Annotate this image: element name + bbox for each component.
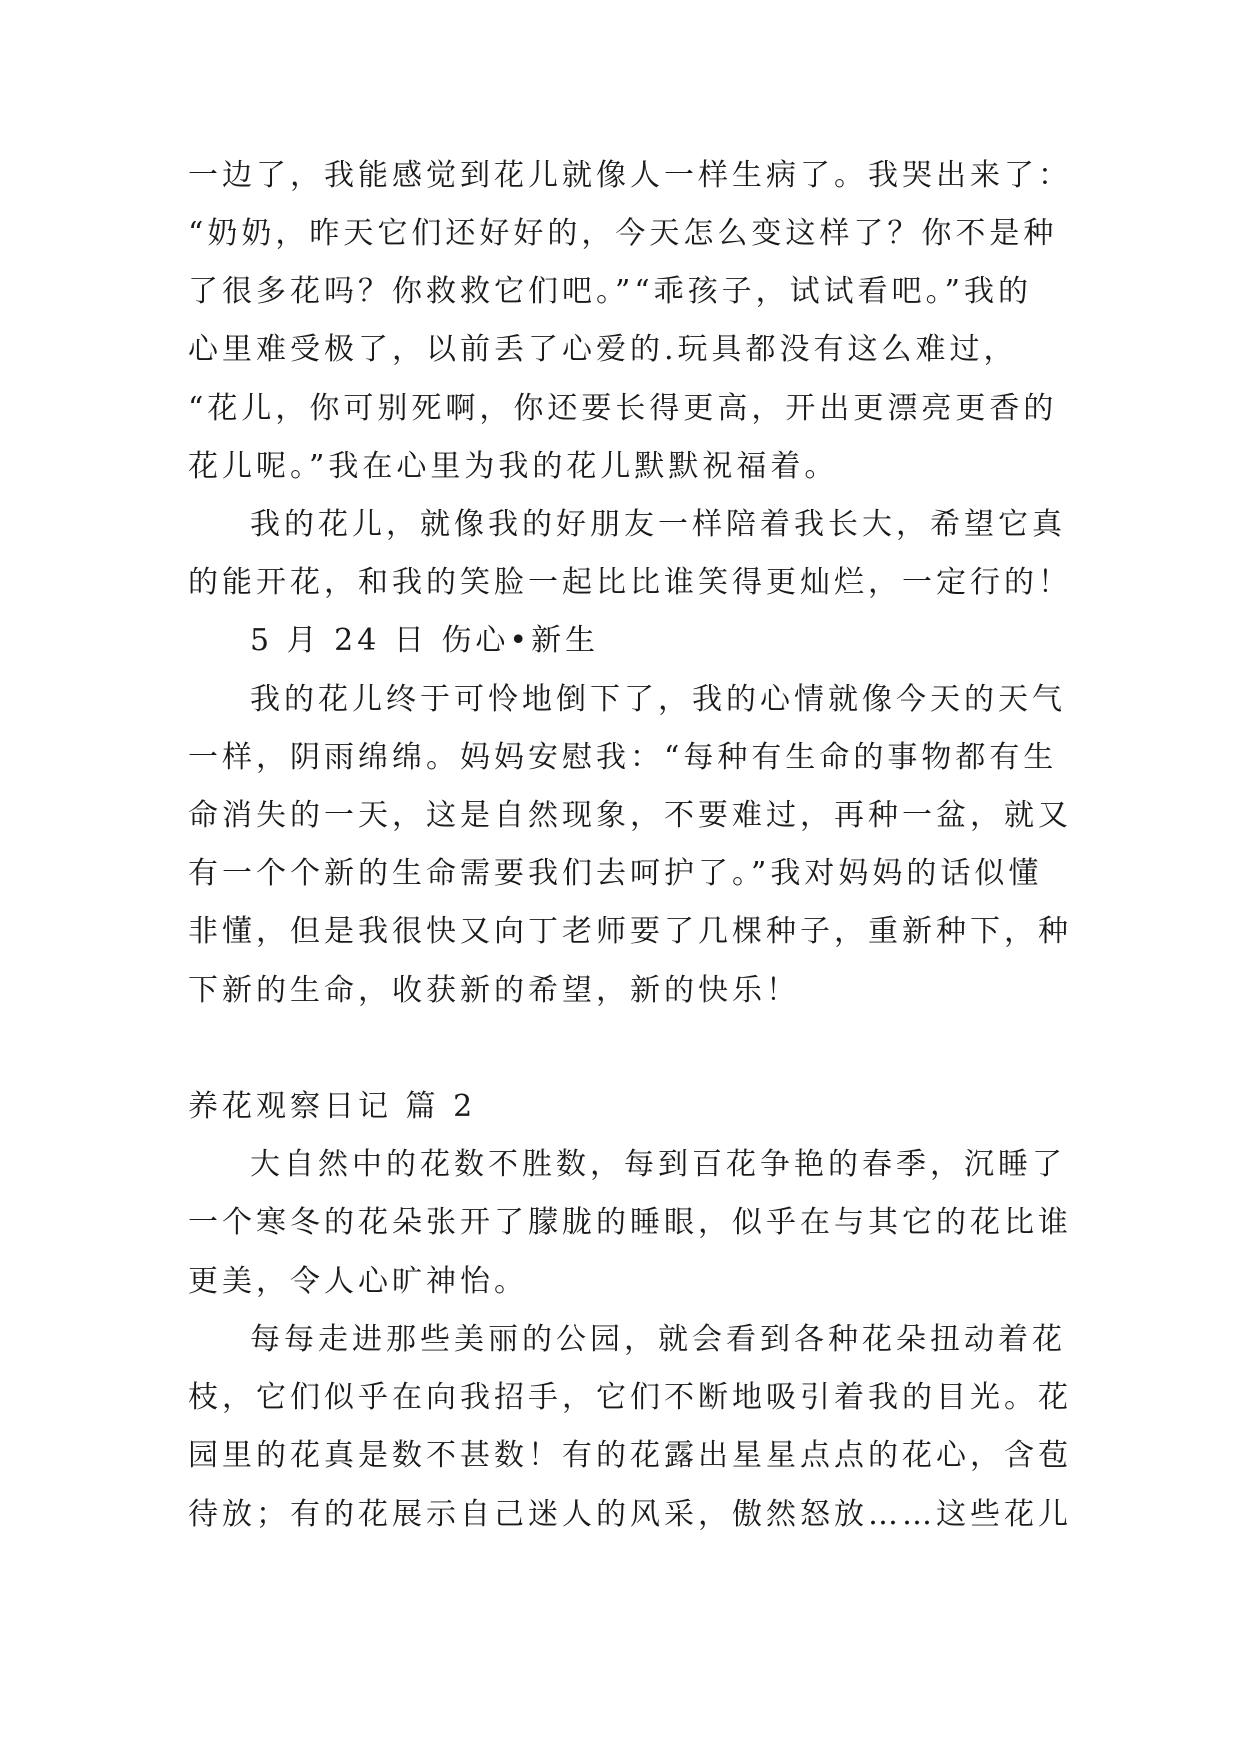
paragraph-start-line: 我的花儿，就像我的好朋友一样陪着我长大，希望它真: [250, 507, 1066, 542]
text-line: 一样，阴雨绵绵。妈妈安慰我：“每种有生命的事物都有生: [188, 740, 1058, 775]
diary-entry-date-heading: 5 月 24 日 伤心•新生: [250, 623, 600, 658]
text-line: 一边了，我能感觉到花儿就像人一样生病了。我哭出来了：: [188, 158, 1072, 193]
paragraph-start-line: 大自然中的花数不胜数，每到百花争艳的春季，沉睡了: [250, 1147, 1066, 1182]
text-line: 园里的花真是数不甚数！有的花露出星星点点的花心，含苞: [188, 1438, 1072, 1473]
text-line: 非懂，但是我很快又向丁老师要了几棵种子，重新种下，种: [188, 914, 1072, 949]
text-line: 花儿呢。”我在心里为我的花儿默默祝福着。: [188, 449, 839, 484]
text-line: 命消失的一天，这是自然现象，不要难过，再种一盆，就又: [188, 798, 1072, 833]
paragraph-start-line: 我的花儿终于可怜地倒下了，我的心情就像今天的天气: [250, 682, 1066, 717]
text-line: 待放；有的花展示自己迷人的风采，傲然怒放……这些花儿: [188, 1497, 1072, 1532]
text-line: 下新的生命，收获新的希望，新的快乐！: [188, 973, 800, 1008]
text-line: 更美，令人心旷神怡。: [188, 1264, 528, 1299]
text-line: 心里难受极了，以前丢了心爱的.玩具都没有这么难过，: [188, 332, 1018, 367]
text-line: 了很多花吗？你救救它们吧。”“乖孩子，试试看吧。”我的: [188, 274, 1033, 309]
section-title: 养花观察日记 篇 2: [188, 1089, 477, 1124]
text-line: 有一个个新的生命需要我们去呵护了。”我对妈妈的话似懂: [188, 856, 1043, 891]
text-line: 的能开花，和我的笑脸一起比比谁笑得更灿烂，一定行的！: [188, 565, 1072, 600]
text-line: “花儿，你可别死啊，你还要长得更高，开出更漂亮更香的: [188, 391, 1058, 426]
paragraph-start-line: 每每走进那些美丽的公园，就会看到各种花朵扭动着花: [250, 1322, 1066, 1357]
text-line: 一个寒冬的花朵张开了朦胧的睡眼，似乎在与其它的花比谁: [188, 1205, 1072, 1240]
text-line: “奶奶，昨天它们还好好的，今天怎么变这样了？你不是种: [188, 216, 1058, 251]
text-line: 枝，它们似乎在向我招手，它们不断地吸引着我的目光。花: [188, 1380, 1072, 1415]
